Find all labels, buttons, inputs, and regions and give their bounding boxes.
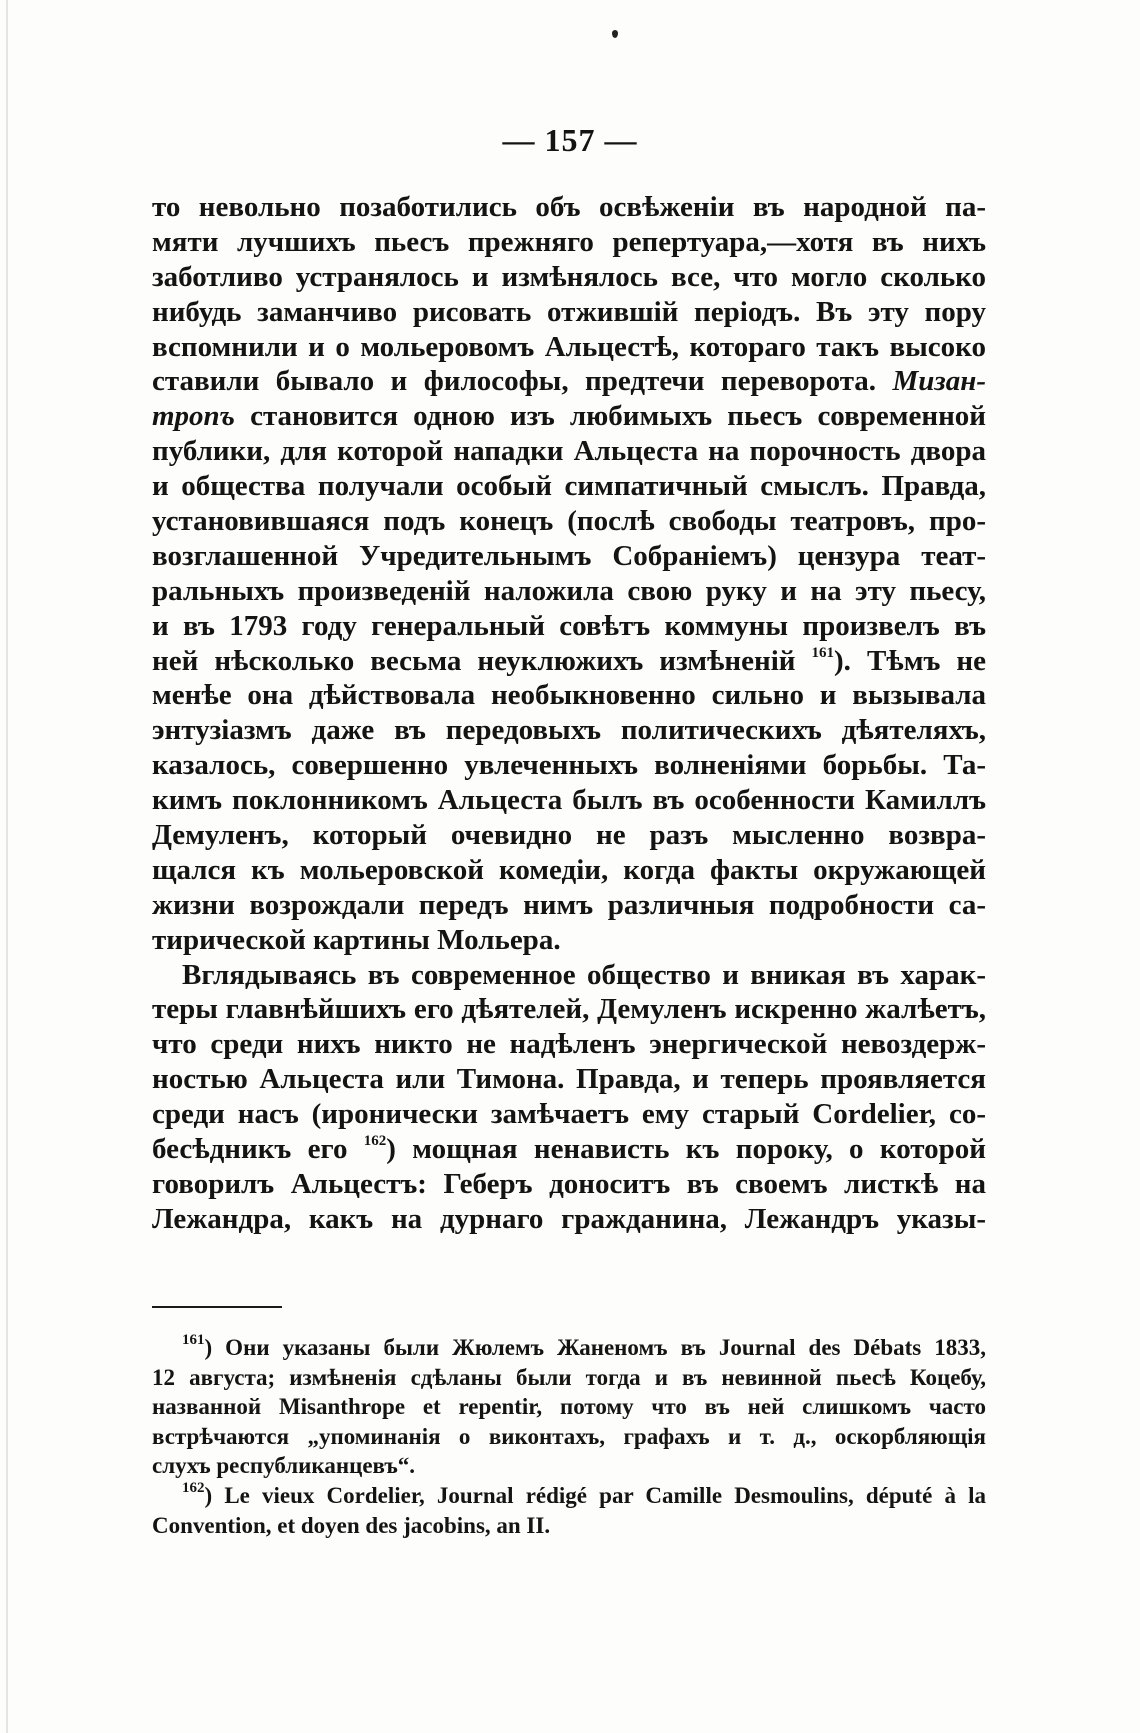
footnote-161 [152,1333,986,1363]
text-fragment: ). Тѣмъ не [834,644,986,677]
text-fragment: ) мощная ненависть къ пороку, о которой [386,1133,987,1166]
scan-edge-line [6,0,8,1733]
text-fragment: становится одною изъ любимыхъ пьесъ современной [250,400,987,433]
footnotes [152,1333,986,1540]
text-line: что среди нихъ никто не надѣленъ энергической невоздерж- [152,1028,986,1061]
italic-title-end: тропъ [152,400,235,433]
footnote-line: названной Misanthrope et repentir, потому что въ ней слишкомъ часто [152,1394,986,1420]
text-line: жизни возрождали передъ нимъ различныя подробности са- [152,888,986,921]
text-line [152,644,986,679]
text-line: энтузіазмъ даже въ передовыхъ политическихъ дѣятеляхъ, [152,714,986,747]
text-line: и общества получали особый симпатичный смыслъ. Правда, [152,470,986,503]
footnote-mark: 161 [182,1332,205,1349]
footnote-line: Convention, et doyen des jacobins, an II. [152,1512,551,1538]
text-line: менѣе она дѣйствовала необыкновенно сильно и вызывала [152,679,986,712]
text-line [152,1132,986,1167]
footnote-text: ) Le vieux Cordelier, Journal rédigé par Camille Desmoulins, député à la [204,1482,986,1508]
footnote-mark: 162 [182,1480,205,1497]
text-line: установившаяся подъ конецъ (послѣ свободы театровъ, про- [152,505,986,538]
footnote-line: слухъ республиканцевъ“. [152,1453,416,1479]
page-number: — 157 — [502,122,638,158]
footnote-divider [152,1306,282,1308]
text-line: мяти лучшихъ пьесъ прежняго репертуара,—хотя въ нихъ [152,225,986,258]
footnote-text: ) Они указаны были Жюлемъ Жаненомъ въ Journal des Débats 1833, [204,1335,986,1360]
main-text [152,190,986,1237]
text-line: тирической картины Мольера. [152,923,561,956]
text-line: нибудь заманчиво рисовать отжившій періодъ. Въ эту пору [152,295,986,328]
footnote-line: встрѣчаются „упоминанія о виконтахъ, графахъ и т. д., оскорбляющія [152,1423,986,1449]
text-fragment: бесѣдникъ его [152,1133,348,1166]
text-line: Лежандра, какъ на дурнаго гражданина, Лежандръ указы- [152,1202,986,1235]
text-line: публики, для которой нападки Альцеста на порочность двора [152,435,986,468]
italic-title: Мизан- [892,365,987,398]
text-line: среди насъ (иронически замѣчаетъ ему старый Cordelier, со- [152,1098,986,1131]
footnote-ref-161[interactable]: 161 [811,644,835,661]
text-line [152,364,986,399]
text-line: заботливо устранялось и измѣнялось все, что могло сколько [152,260,986,293]
text-line: вспомнили и о мольеровомъ Альцестѣ, котораго такъ высоко [152,330,986,363]
text-line: ральныхъ произведеній наложила свою руку и на эту пьесу, [152,574,986,607]
footnote-ref-162[interactable]: 162 [363,1133,387,1150]
text-line: говорилъ Альцестъ: Геберъ доноситъ въ своемъ листкѣ на [152,1167,986,1200]
text-line: Демуленъ, который очевидно не разъ мысленно возвра- [152,819,986,852]
text-line: кимъ поклонникомъ Альцеста былъ въ особенности Камиллъ [152,784,986,817]
text-line: и въ 1793 году генеральный совѣтъ коммуны произвелъ въ [152,609,986,642]
text-line: возглашенной Учредительнымъ Собраніемъ) цензура теат- [152,539,986,572]
text-fragment: ней нѣсколько весьма неуклюжихъ измѣненій [152,644,796,677]
text-line: ностью Альцеста или Тимона. Правда, и теперь проявляется [152,1063,986,1096]
text-line: Вглядываясь въ современное общество и вникая въ харак- [182,958,986,991]
text-fragment: ставили бывало и философы, предтечи переворота. [152,365,877,398]
text-line: казалось, совершенно увлеченныхъ волненіями борьбы. Та- [152,749,986,782]
footnote-line: 12 августа; измѣненія сдѣланы были тогда и въ невинной пьесѣ Коцебу, [152,1364,986,1390]
footnote-162 [152,1481,986,1511]
text-line: щался къ мольеровской комедіи, когда факты окружающей [152,853,986,886]
text-line: теры главнѣйшихъ его дѣятелей, Демуленъ искренно жалѣетъ, [152,993,986,1026]
text-line: то невольно позаботились объ освѣженіи въ народной па- [152,191,986,223]
text-line [152,399,986,434]
ink-speck [612,30,618,38]
